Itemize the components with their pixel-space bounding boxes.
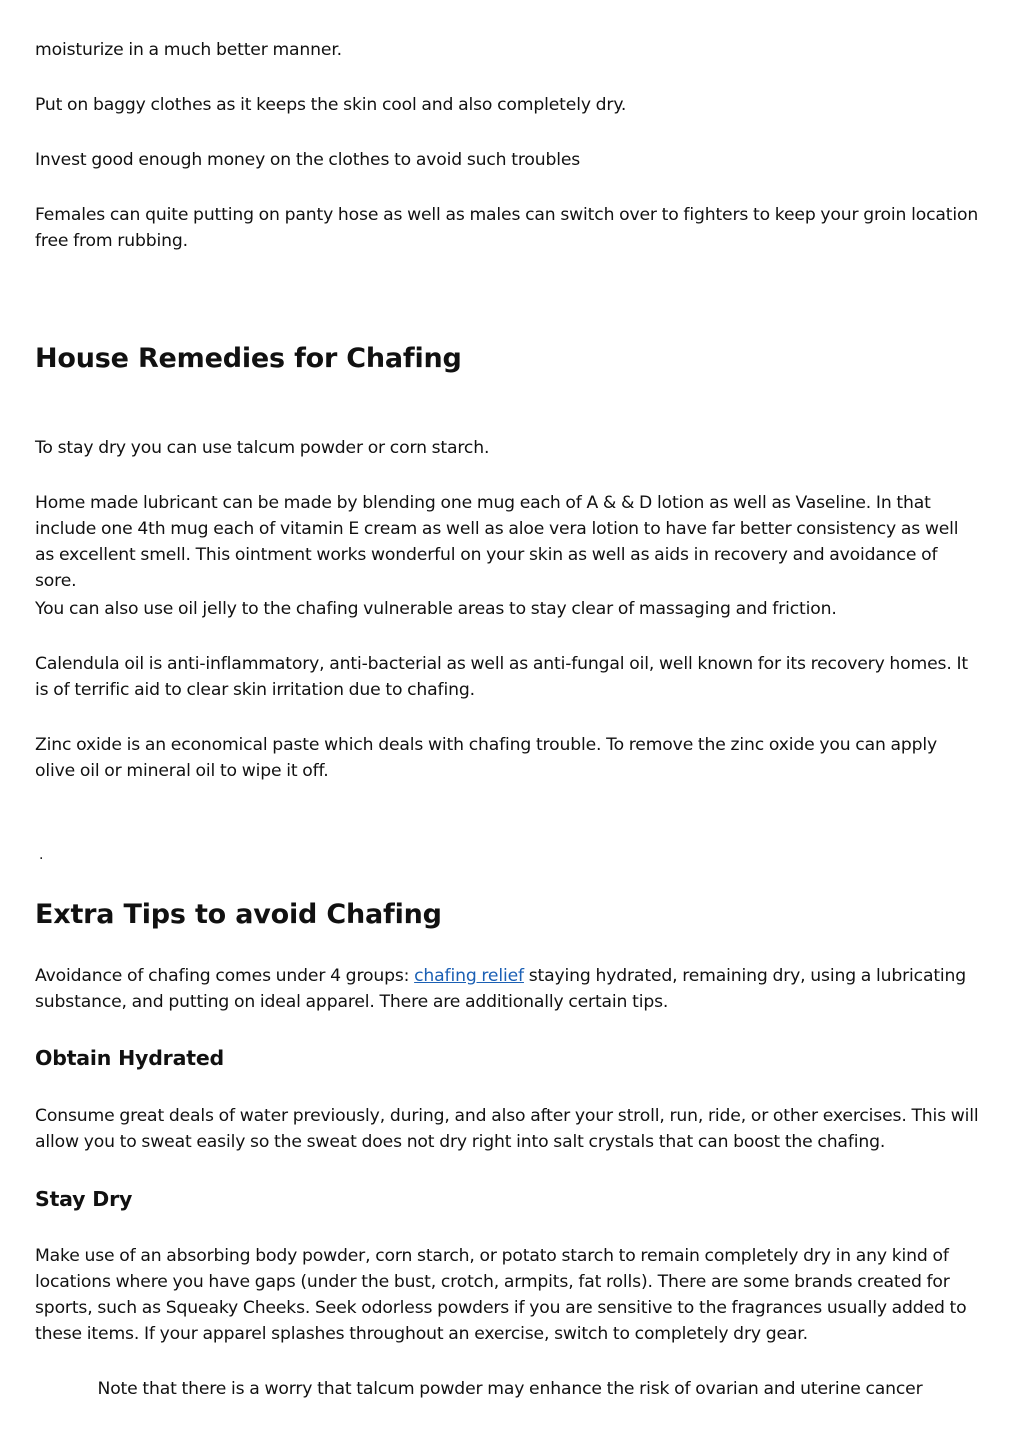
paragraph-absorbing-powder: Make use of an absorbing body powder, corn starch, or potato starch to remain completely dry in any kind of locations where you have gaps (under the bust, crotch, armpits, fat rolls). There are some brands created for sports, such as Squeaky Cheeks. Seek odorless powders if you are sensitive to the fragrances usually added to these items. If your apparel splashes throughout an exercise, switch to completely dry gear. — [35, 1246, 967, 1344]
paragraph-zinc-oxide: Zinc oxide is an economical paste which deals with chafing trouble. To remove the zinc oxide you can apply olive oil or mineral oil to wipe it off. — [35, 735, 938, 781]
paragraph-baggy-clothes: Put on baggy clothes as it keeps the skin cool and also completely dry. — [35, 95, 627, 115]
paragraph-calendula-oil: Calendula oil is anti-inflammatory, anti-bacterial as well as anti-fungal oil, well known for its recovery homes. It is of terrific aid to clear skin irritation due to chafing. — [35, 654, 968, 700]
paragraph-home-made-lubricant: Home made lubricant can be made by blending one mug each of A & & D lotion as well as Vaseline. In that include one 4th mug each of vitamin E cream as well as aloe vera lotion to have far better consistency as well as excellent smell. This ointment works wonderful on your skin as well as aids in recovery and avoidance of sore. — [35, 493, 959, 591]
intro-text-after-link: staying hydrated, remaining dry, using a lubricating substance, and putting on ideal apparel. There are additionally certain tips. — [35, 966, 967, 1012]
separator-dot: . — [39, 847, 44, 863]
paragraph-talcum-powder: To stay dry you can use talcum powder or corn starch. — [35, 438, 490, 458]
paragraph-oil-jelly: You can also use oil jelly to the chafing vulnerable areas to stay clear of massaging and friction. — [35, 599, 837, 619]
paragraph-panty-hose: Females can quite putting on panty hose as well as males can switch over to fighters to keep your groin location free from rubbing. — [35, 205, 979, 251]
heading-stay-dry: Stay Dry — [35, 1187, 133, 1211]
paragraph-moisturize: moisturize in a much better manner. — [35, 40, 342, 60]
note-talcum-cancer: Note that there is a worry that talcum powder may enhance the risk of ovarian and uterine cancer — [97, 1379, 923, 1399]
intro-text-before-link: Avoidance of chafing comes under 4 groups: — [35, 966, 415, 986]
paragraph-consume-water: Consume great deals of water previously, during, and also after your stroll, run, ride, or other exercises. This will allow you to sweat easily so the sweat does not dry right into salt crystals that can boost the chafing. — [35, 1106, 979, 1152]
heading-obtain-hydrated: Obtain Hydrated — [35, 1046, 225, 1070]
heading-extra-tips: Extra Tips to avoid Chafing — [35, 899, 442, 930]
paragraph-invest-money: Invest good enough money on the clothes to avoid such troubles — [35, 150, 581, 170]
heading-house-remedies: House Remedies for Chafing — [35, 343, 462, 374]
paragraph-avoidance-intro — [35, 963, 980, 1015]
chafing-relief-link[interactable]: chafing relief — [414, 966, 524, 986]
